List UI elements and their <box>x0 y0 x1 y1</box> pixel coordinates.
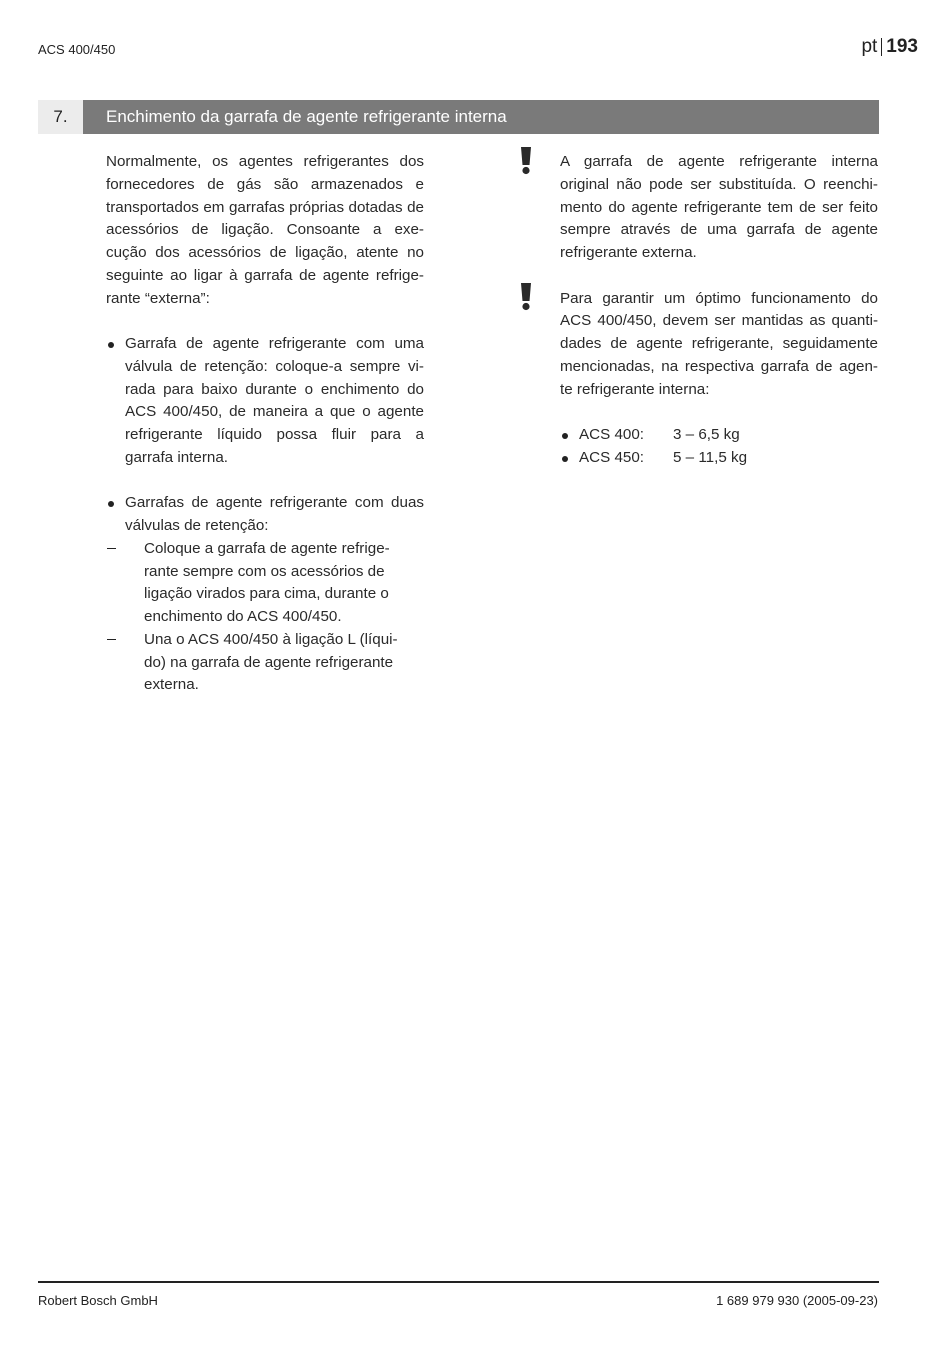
running-header-title: ACS 400/450 <box>38 42 116 57</box>
exclamation-icon <box>519 147 533 175</box>
footer-rule <box>38 1281 879 1283</box>
exclamation-icon <box>519 283 533 311</box>
note-bottle-replacement: A garrafa de agente refrigerante interna original não pode ser substituída. O reenchi- mento do agente refrigerante tem de ser feito sempre através de uma garrafa de agente refrigerante externa. <box>560 153 878 261</box>
left-column <box>106 151 424 697</box>
list-item-one-valve-bottle: Garrafa de agente refrigerante com uma válvula de retenção: coloque-a sempre vi- rada para baixo durante o enchimento do ACS 400/450, de maneira a que o agente refrigerante líquido possa fluir para a garrafa interna. <box>106 333 424 470</box>
spec-label: ACS 450: <box>579 448 645 466</box>
footer-company: Robert Bosch GmbH <box>38 1293 158 1308</box>
page-indicator <box>861 36 918 58</box>
sub-item-connectors-up: Coloque a garrafa de agente refrige- rante sempre com os acessórios de ligação virados para cima, durante o enchimento do ACS 400/450. <box>106 538 424 629</box>
language-code: pt <box>861 38 882 56</box>
page-number: 193 <box>886 36 918 57</box>
section-heading-bar <box>38 100 879 134</box>
footer-doc-number: 1 689 979 930 (2005-09-23) <box>716 1293 878 1308</box>
intro-paragraph: Normalmente, os agentes refrigerantes dos fornecedores de gás são armazenados e transportados em garrafas próprias dotadas de acessórios de ligação. Consoante a exe- cução dos acessórios de ligação, atente no seguinte ao ligar à garrafa de agente refrige- rante “externa”: <box>106 153 424 307</box>
spec-value: 3 – 6,5 kg <box>673 426 740 443</box>
spec-acs-450 <box>560 447 878 470</box>
right-column <box>560 151 878 470</box>
spec-acs-400 <box>560 424 878 447</box>
section-number: 7. <box>38 100 83 134</box>
list-item-two-valve-bottle: Garrafas de agente refrigerante com duas válvulas de retenção: Coloque a garrafa de agente refrige- rante sempre com os acessórios de ligação virados para cima, durante o enchimento do ACS 400/450. Una o ACS 400/450 à ligação L (líqui- do) na garrafa de agente refrigerante externa. <box>106 492 424 697</box>
section-title: Enchimento da garrafa de agente refrigerante interna <box>83 100 879 134</box>
spec-value: 5 – 11,5 kg <box>673 448 748 466</box>
sub-item-connect-liquid: Una o ACS 400/450 à ligação L (líqui- do) na garrafa de agente refrigerante externa. <box>106 629 424 697</box>
note-refrigerant-quantities: Para garantir um óptimo funcionamento do ACS 400/450, devem ser mantidas as quanti- dades de agente refrigerante, seguidamente mencionadas, na respectiva garrafa de agen- te refrigerante interna: <box>560 289 878 398</box>
spec-label: ACS 400: <box>579 426 645 443</box>
